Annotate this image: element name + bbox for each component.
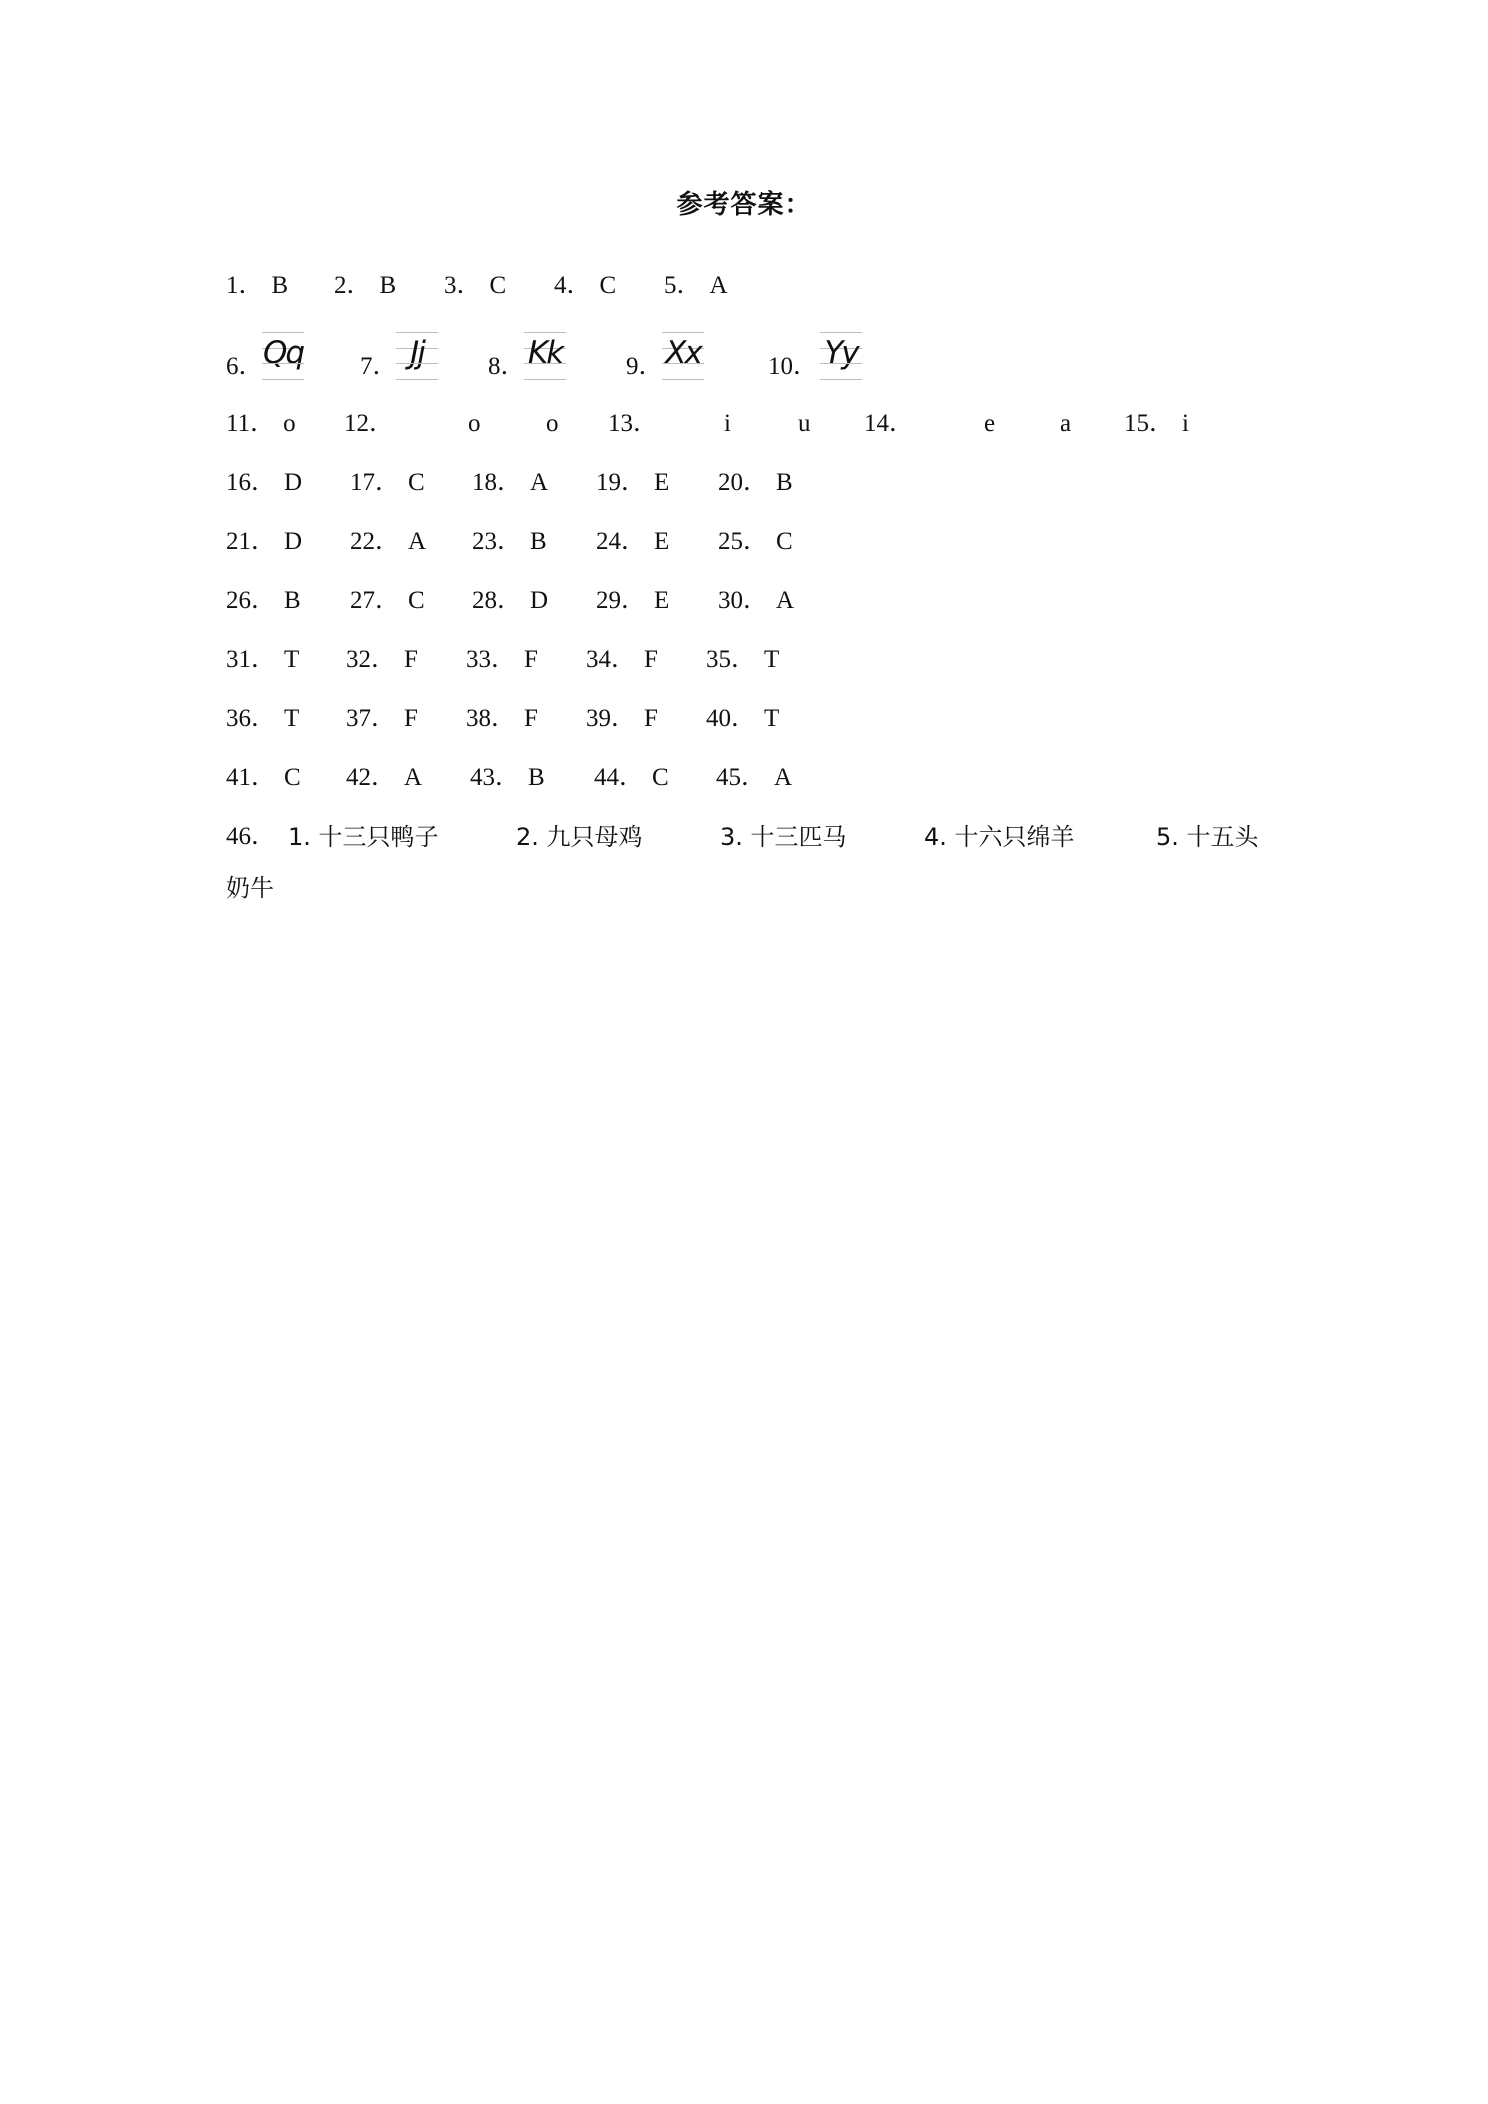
answer-item: 29． E <box>596 587 670 614</box>
answer-item: 14． <box>864 410 915 437</box>
answer-item: 31． T <box>226 646 300 673</box>
handwriting-row-6-10: 6． Qq 7． Jj 8． Kk 9． Xx 10． Yy <box>0 332 1488 382</box>
four-line-grid: Kk <box>524 332 566 380</box>
page-title: 参考答案： <box>676 190 812 220</box>
answer-item: 2． B <box>334 272 397 299</box>
answer-item: 20． B <box>718 469 793 496</box>
answer-row-16-20 <box>0 468 1488 508</box>
answer-row-46 <box>0 822 1488 862</box>
answer-row-31-35 <box>0 645 1488 685</box>
answer-item: 25． C <box>718 528 793 555</box>
answer-item: 17． C <box>350 469 425 496</box>
answer-item: 34． F <box>586 646 658 673</box>
answer-item: 32． F <box>346 646 418 673</box>
answer-item: e <box>984 410 996 437</box>
answer-row-11-15 <box>0 409 1488 449</box>
answer-item-46-continuation: 奶牛 <box>226 874 274 902</box>
answer-item: 40． T <box>706 705 780 732</box>
answer-item: 44． C <box>594 764 669 791</box>
answer-item: 15． i <box>1124 410 1189 437</box>
answer-item: 16． D <box>226 469 303 496</box>
answer-item: 39． F <box>586 705 658 732</box>
answer-item: 42． A <box>346 764 423 791</box>
answer-item: 33． F <box>466 646 538 673</box>
answer-item-46-part: 4. 十六只绵羊 <box>924 823 1075 851</box>
answer-item: 38． F <box>466 705 538 732</box>
four-line-grid: Qq <box>262 332 304 380</box>
answer-item: 5． A <box>664 272 728 299</box>
answer-item: 19． E <box>596 469 670 496</box>
answer-item: 37． F <box>346 705 418 732</box>
answer-item: 35． T <box>706 646 780 673</box>
answer-item-46-part: 1. 十三只鸭子 <box>288 823 439 851</box>
answer-item: 24． E <box>596 528 670 555</box>
answer-row-41-45 <box>0 763 1488 803</box>
answer-item: 26． B <box>226 587 301 614</box>
answer-row-26-30 <box>0 586 1488 626</box>
answer-item: 27． C <box>350 587 425 614</box>
answer-item-46-part: 5. 十五头 <box>1156 823 1259 851</box>
answer-item: 3． C <box>444 272 507 299</box>
answer-row-36-40 <box>0 704 1488 744</box>
answer-item: u <box>798 410 811 437</box>
answer-item: 1． B <box>226 272 289 299</box>
answer-row-21-25 <box>0 527 1488 567</box>
answer-item: 22． A <box>350 528 427 555</box>
answer-item: 21． D <box>226 528 303 555</box>
four-line-grid: Xx <box>662 332 704 380</box>
answer-item: a <box>1060 410 1072 437</box>
answer-item: o <box>546 410 559 437</box>
answer-item: i <box>724 410 731 437</box>
answer-item: 30． A <box>718 587 795 614</box>
answer-item: 23． B <box>472 528 547 555</box>
answer-item-46-number: 46． <box>226 823 277 850</box>
answer-item-46-part: 2. 九只母鸡 <box>516 823 643 851</box>
four-line-grid: Yy <box>820 332 862 380</box>
answer-item: 4． C <box>554 272 617 299</box>
answer-item: 13． <box>608 410 659 437</box>
answer-item: 43． B <box>470 764 545 791</box>
answer-item: 28． D <box>472 587 549 614</box>
answer-item: 18． A <box>472 469 549 496</box>
answer-item: 36． T <box>226 705 300 732</box>
answer-row-1-5 <box>0 271 1488 311</box>
four-line-grid: Jj <box>396 332 438 380</box>
answer-item-46-part: 3. 十三匹马 <box>720 823 847 851</box>
answer-item: 45． A <box>716 764 793 791</box>
answer-item: 12． <box>344 410 395 437</box>
answer-item: 11． o <box>226 410 296 437</box>
answer-item: o <box>468 410 481 437</box>
answer-item: 41． C <box>226 764 301 791</box>
